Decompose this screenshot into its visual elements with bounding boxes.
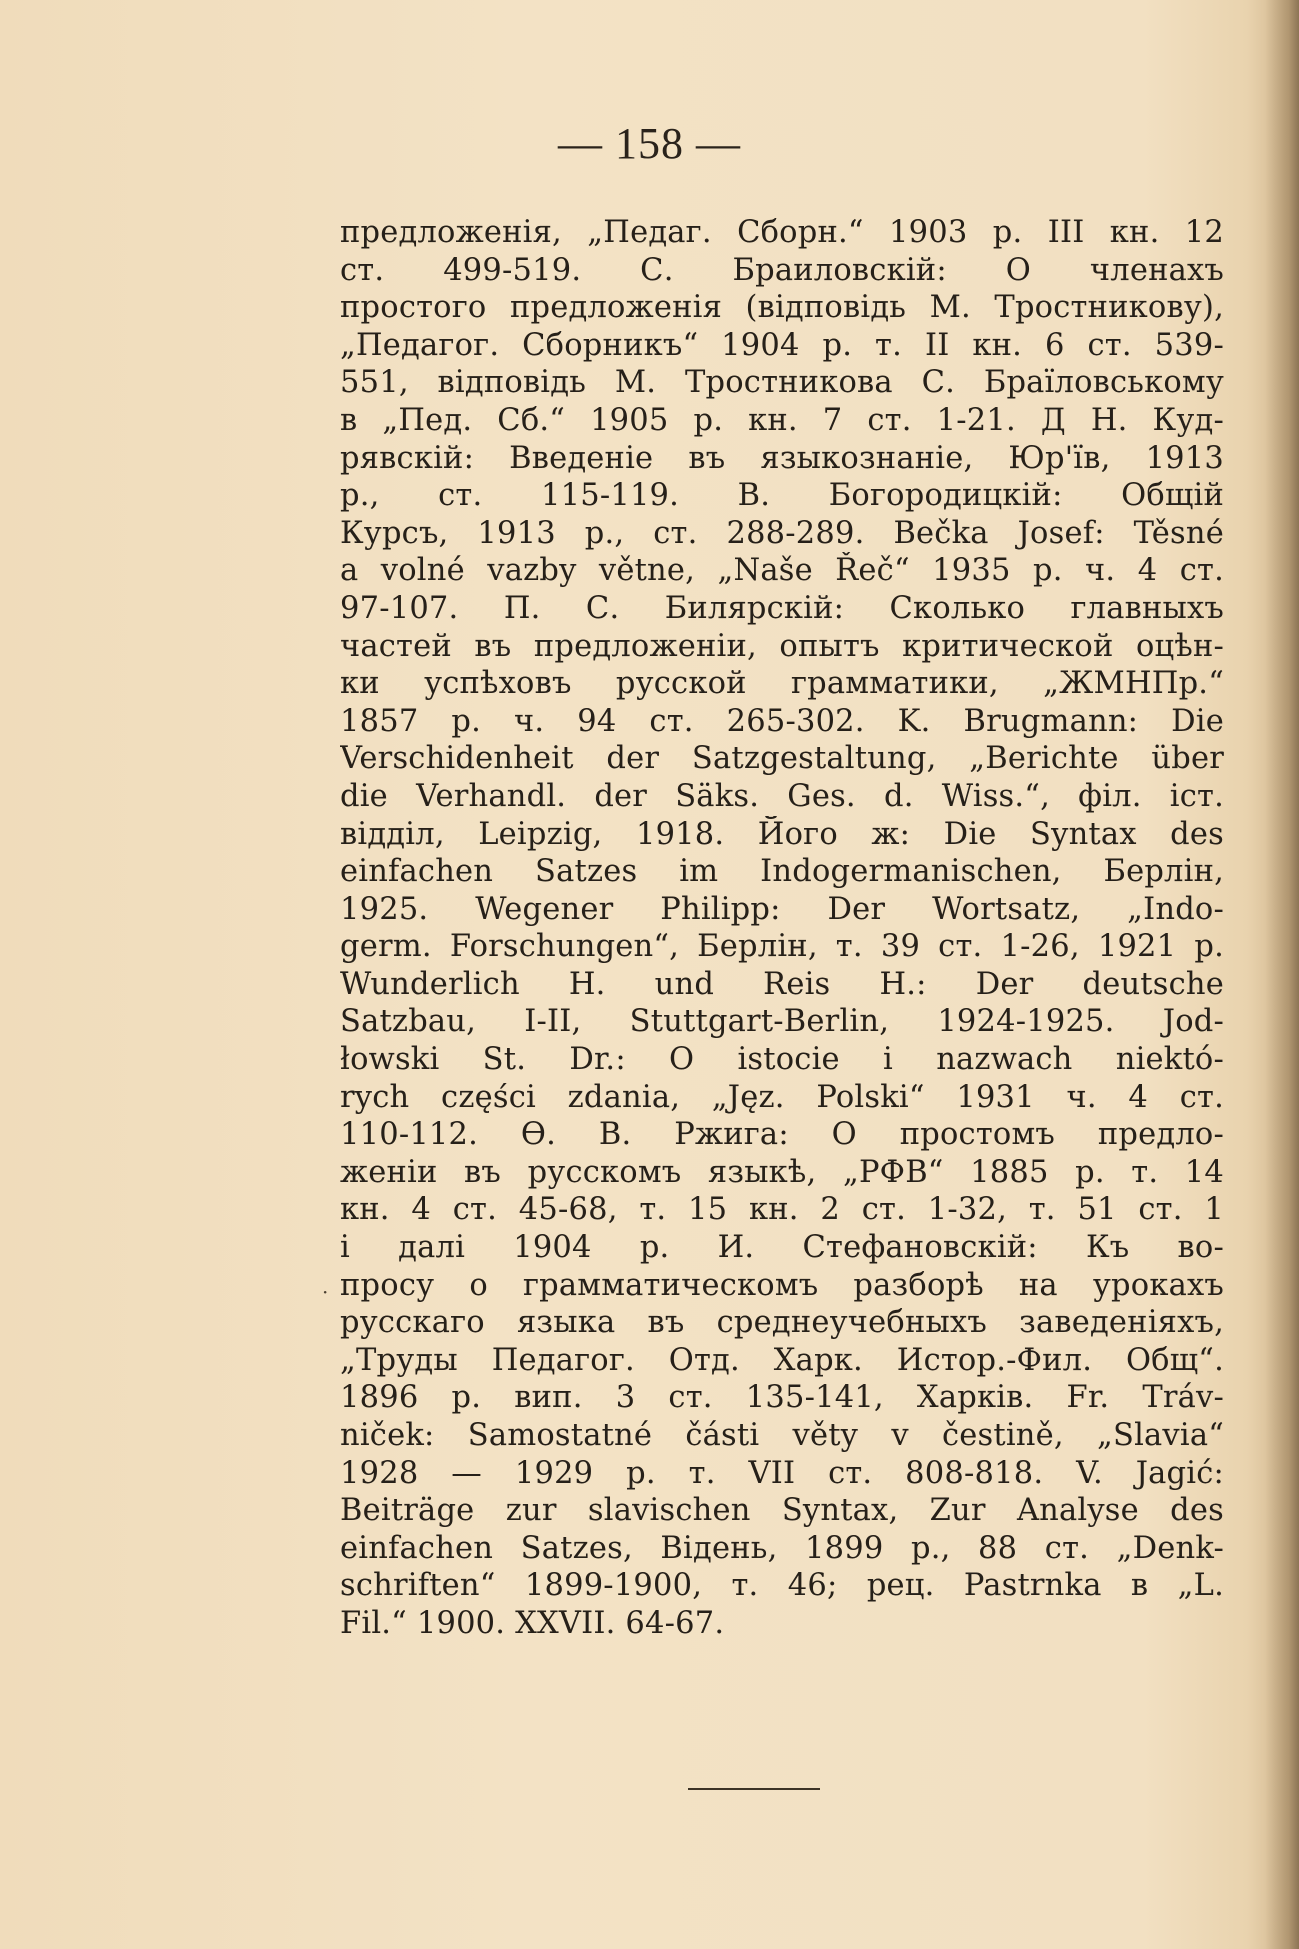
- text-line: „Труды Педагог. Отд. Харк. Истор.-Фил. Общ“.: [340, 1342, 1224, 1378]
- text-line: предложенія, „Педаг. Сборн.“ 1903 р. III кн. 12: [340, 215, 1224, 250]
- text-line: łowski St. Dr.: O istocie i nazwach niektó-: [340, 1042, 1224, 1078]
- text-line: 1896 р. вип. 3 ст. 135-141, Харків. Fr. Tráv-: [340, 1380, 1224, 1416]
- text-line: Verschidenheit der Satzgestaltung, „Berichte über: [340, 741, 1224, 777]
- page-edge-shadow: [1265, 0, 1299, 1949]
- text-line: р., ст. 115-119. В. Богородицкій: Общій: [340, 478, 1224, 514]
- text-line: ки успѣховъ русской грамматики, „ЖМНПр.“: [340, 666, 1224, 702]
- text-line: і далі 1904 р. И. Стефановскій: Къ во-: [340, 1230, 1224, 1266]
- text-line: 1928 — 1929 р. т. VII ст. 808-818. V. Jagić:: [340, 1455, 1224, 1491]
- text-line: Курсъ, 1913 р., ст. 288-289. Bečka Josef: Těsné: [340, 515, 1224, 551]
- text-line: Wunderlich H. und Reis H.: Der deutsche: [340, 966, 1224, 1002]
- text-line: Satzbau, I-II, Stuttgart-Berlin, 1924-1925. Jod-: [340, 1004, 1224, 1040]
- text-line: русскаго языка въ среднеучебныхъ заведеніяхъ,: [340, 1305, 1224, 1341]
- text-line: a volné vazby větne, „Naše Řeč“ 1935 р. ч. 4 ст.: [340, 553, 1224, 589]
- text-line: einfachen Satzes, Відень, 1899 р., 88 ст. „Denk-: [340, 1530, 1224, 1566]
- text-line: germ. Forschungen“, Берлін, т. 39 ст. 1-26, 1921 р.: [340, 929, 1224, 965]
- text-line: Beiträge zur slavischen Syntax, Zur Analyse des: [340, 1493, 1224, 1529]
- text-line: die Verhandl. der Säks. Ges. d. Wiss.“, філ. іст.: [340, 778, 1224, 814]
- text-line: женіи въ русскомъ языкѣ, „РФВ“ 1885 р. т. 14: [340, 1154, 1224, 1190]
- page-number: — 158 —: [558, 119, 741, 168]
- text-line: einfachen Satzes im Indogermanischen, Берлін,: [340, 854, 1224, 890]
- bibliography-text: [340, 214, 1224, 1643]
- text-line: 1925. Wegener Philipp: Der Wortsatz, „Indo-: [340, 891, 1224, 927]
- text-line: ст. 499-519. С. Браиловскій: О членахъ: [340, 252, 1224, 288]
- text-line: кн. 4 ст. 45-68, т. 15 кн. 2 ст. 1-32, т. 51 ст. 1: [340, 1192, 1224, 1228]
- text-line: просу о грамматическомъ разборѣ на урокахъ: [340, 1267, 1224, 1303]
- text-line: schriften“ 1899-1900, т. 46; рец. Pastrnka в „L.: [340, 1568, 1224, 1604]
- text-line: „Педагог. Сборникъ“ 1904 р. т. II кн. 6 ст. 539-: [340, 327, 1224, 363]
- text-line: Fil.“ 1900. XXVII. 64-67.: [340, 1605, 725, 1641]
- text-line: rych części zdania, „Jęz. Polski“ 1931 ч. 4 ст.: [340, 1079, 1224, 1115]
- text-line: 551, відповідь М. Тростникова С. Браїловському: [340, 365, 1224, 401]
- text-line: відділ, Leipzig, 1918. Його ж: Die Syntax des: [340, 816, 1224, 852]
- text-line: 110-112. Ѳ. В. Ржига: О простомъ предло-: [340, 1117, 1224, 1153]
- end-rule: [688, 1788, 820, 1790]
- text-line: в „Пед. Сб.“ 1905 р. кн. 7 ст. 1-21. Д Н. Куд-: [340, 402, 1224, 438]
- text-line: частей въ предложеніи, опытъ критической оцѣн-: [340, 628, 1224, 664]
- margin-mark: ·: [322, 1280, 329, 1304]
- text-line: niček: Samostatné části věty v čestině, „Slavia“: [340, 1418, 1224, 1453]
- text-line: простого предложенія (відповідь М. Тростникову),: [340, 290, 1224, 326]
- text-line: 1857 р. ч. 94 ст. 265-302. K. Brugmann: Die: [340, 703, 1224, 739]
- text-line: рявскій: Введеніе въ языкознаніе, Юр'їв, 1913: [340, 440, 1224, 476]
- text-line: 97-107. П. С. Билярскій: Сколько главныхъ: [340, 590, 1224, 626]
